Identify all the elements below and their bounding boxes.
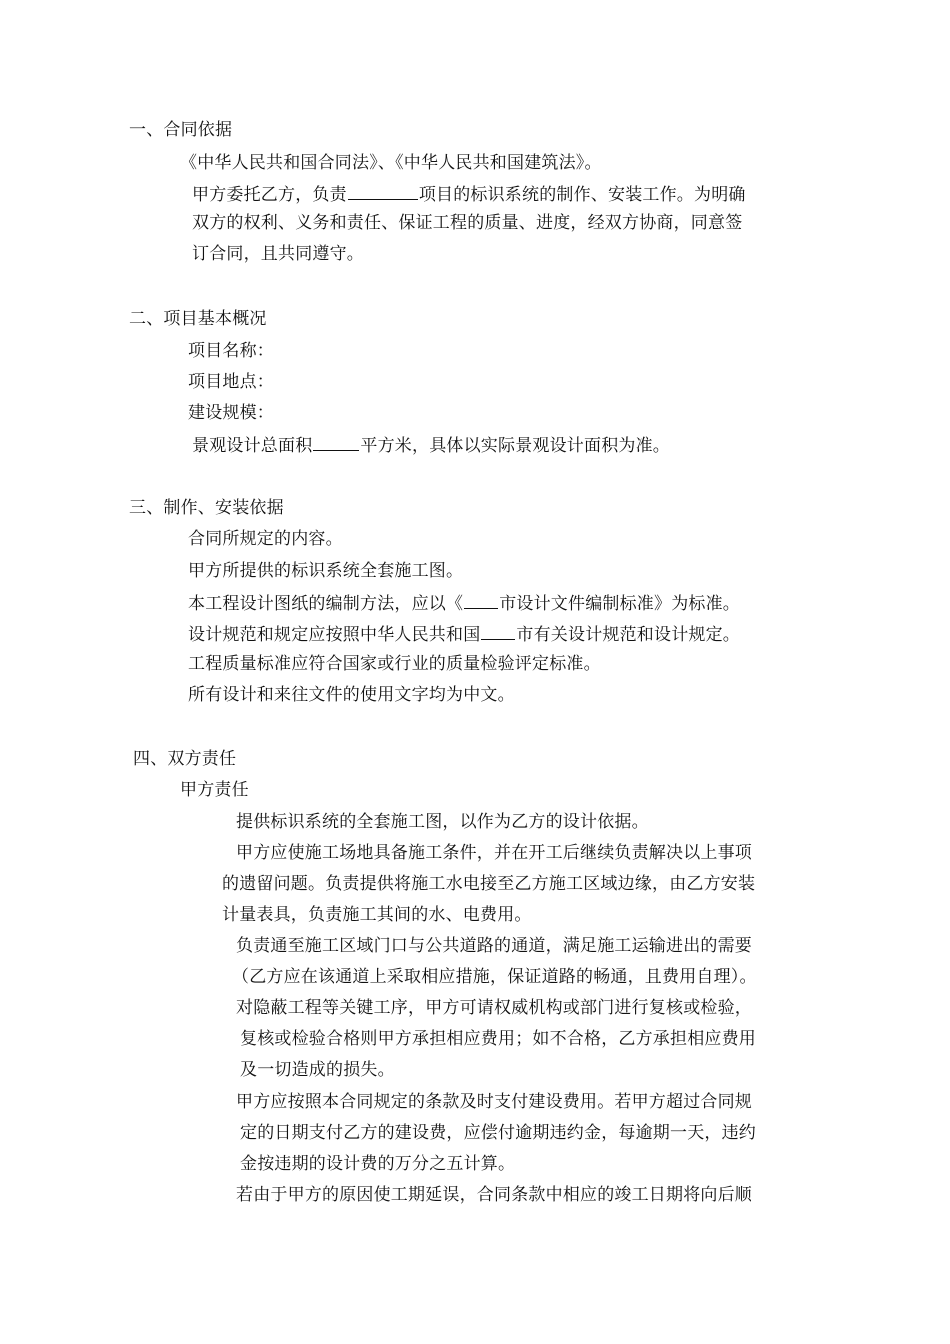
section-heading-responsibilities: 四、双方责任	[133, 749, 237, 769]
area-blank	[313, 433, 359, 451]
text-fragment: 平方米，具体以实际景观设计面积为准。	[360, 436, 671, 456]
project-name-blank	[348, 182, 418, 200]
paragraph-line	[192, 182, 746, 206]
paragraph-line	[188, 622, 740, 646]
text-fragment: 项目的标识系统的制作、安装工作。为明确	[418, 185, 746, 205]
paragraph-line: 所有设计和来往文件的使用文字均为中文。	[188, 685, 515, 705]
paragraph-line: 订合同，且共同遵守。	[192, 244, 364, 264]
paragraph-line: 金按违期的设计费的万分之五计算。	[240, 1154, 516, 1174]
paragraph-line: 负责通至施工区域门口与公共道路的通道，满足施工运输进出的需要	[236, 936, 752, 956]
text-fragment: 本工程设计图纸的编制方法，应以《	[188, 594, 464, 614]
law-references: 《中华人民共和国合同法》、《中华人民共和国建筑法》。	[180, 153, 602, 173]
paragraph-line: 甲方所提供的标识系统全套施工图。	[188, 561, 464, 581]
city-blank	[464, 591, 498, 609]
paragraph-line: 甲方应按照本合同规定的条款及时支付建设费用。若甲方超过合同规	[236, 1092, 752, 1112]
paragraph-line	[188, 591, 740, 615]
paragraph-line: 双方的权利、义务和责任、保证工程的质量、进度，经双方协商，同意签	[192, 213, 743, 233]
paragraph-line: 工程质量标准应符合国家或行业的质量检验评定标准。	[188, 654, 601, 674]
paragraph-line: 提供标识系统的全套施工图，以作为乙方的设计依据。	[236, 812, 649, 832]
paragraph-line: 合同所规定的内容。	[188, 529, 343, 549]
paragraph-line: 对隐蔽工程等关键工序，甲方可请权威机构或部门进行复核或检验，	[236, 998, 752, 1018]
section-heading-installation-basis: 三、制作、安装依据	[129, 498, 284, 518]
text-fragment: 景观设计总面积	[192, 436, 313, 456]
paragraph-line: 定的日期支付乙方的建设费，应偿付逾期违约金，每逾期一天，违约	[240, 1123, 756, 1143]
paragraph-line: （乙方应在该通道上采取相应措施，保证道路的畅通，且费用自理）。	[232, 967, 757, 987]
text-fragment: 市有关设计规范和设计规定。	[516, 625, 741, 645]
paragraph-line: 及一切造成的损失。	[240, 1060, 395, 1080]
field-label-construction-scale: 建设规模：	[188, 403, 274, 423]
subheading-party-a: 甲方责任	[180, 780, 249, 800]
paragraph-line	[192, 433, 670, 457]
paragraph-line: 若由于甲方的原因使工期延误，合同条款中相应的竣工日期将向后顺	[236, 1185, 752, 1205]
section-heading-contract-basis: 一、合同依据	[129, 120, 233, 140]
paragraph-line: 的遗留问题。负责提供将施工水电接至乙方施工区域边缘，由乙方安装	[222, 874, 756, 894]
paragraph-line: 甲方应使施工场地具备施工条件，并在开工后继续负责解决以上事项	[236, 843, 752, 863]
paragraph-line: 计量表具，负责施工其间的水、电费用。	[222, 905, 532, 925]
text-fragment: 设计规范和规定应按照中华人民共和国	[188, 625, 481, 645]
field-label-project-location: 项目地点：	[188, 372, 274, 392]
text-fragment: 市设计文件编制标准》为标准。	[499, 594, 741, 614]
text-fragment: 甲方委托乙方，负责	[192, 185, 347, 205]
section-heading-project-overview: 二、项目基本概况	[129, 309, 267, 329]
field-label-project-name: 项目名称：	[188, 341, 274, 361]
paragraph-line: 复核或检验合格则甲方承担相应费用；如不合格，乙方承担相应费用	[240, 1029, 756, 1049]
city-blank	[481, 622, 515, 640]
